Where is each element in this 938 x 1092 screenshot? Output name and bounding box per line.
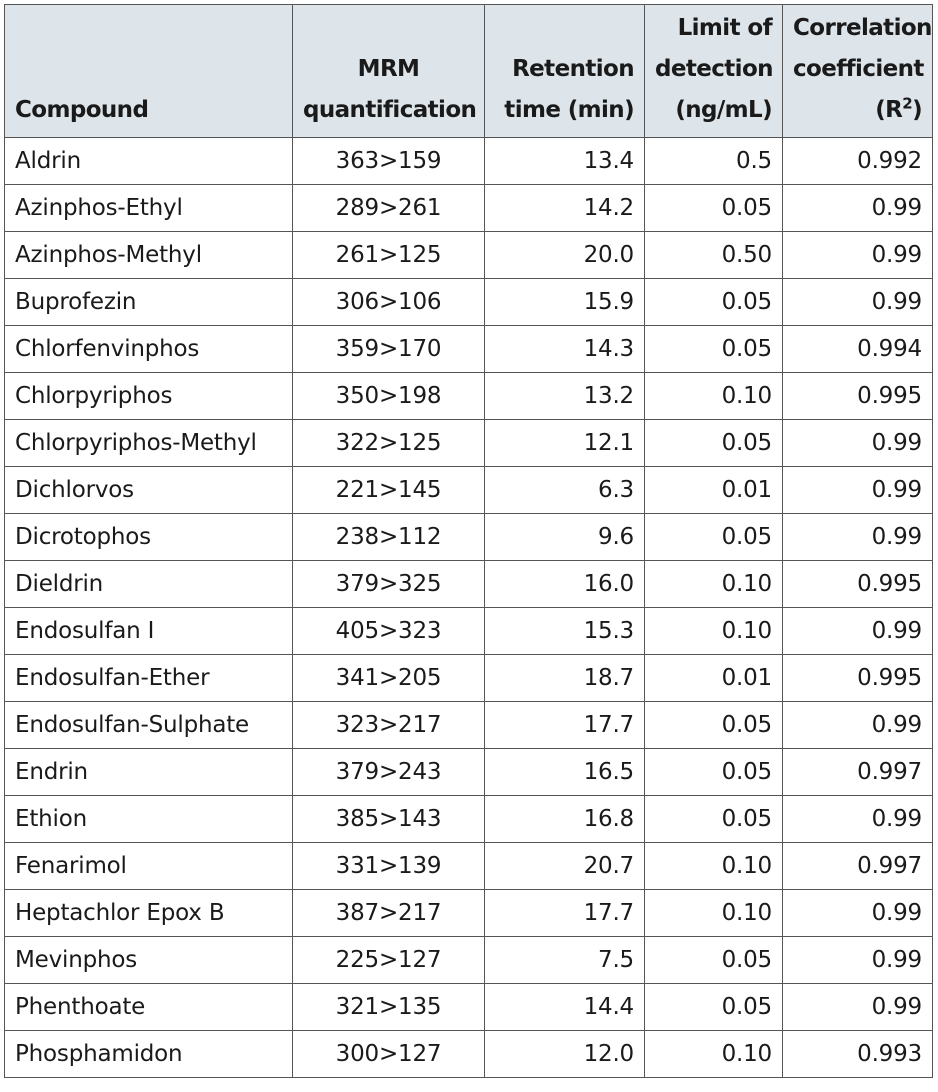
cell-mrm-quantification: 322>125 [293,420,485,467]
table-header [5,5,933,138]
cell-limit-of-detection: 0.05 [645,326,783,373]
cell-limit-of-detection: 0.10 [645,561,783,608]
cell-correlation-coefficient: 0.99 [783,420,933,467]
header-corr-superscript: 2 [902,94,913,113]
cell-limit-of-detection: 0.10 [645,890,783,937]
cell-correlation-coefficient: 0.99 [783,702,933,749]
cell-limit-of-detection: 0.05 [645,984,783,1031]
cell-mrm-quantification: 385>143 [293,796,485,843]
cell-limit-of-detection: 0.10 [645,1031,783,1078]
header-corr-pre: (R [875,97,903,123]
cell-mrm-quantification: 341>205 [293,655,485,702]
table-row [5,843,933,890]
cell-compound: Endosulfan I [5,608,293,655]
table-row [5,373,933,420]
cell-correlation-coefficient: 0.997 [783,749,933,796]
cell-mrm-quantification: 359>170 [293,326,485,373]
cell-retention-time: 14.3 [485,326,645,373]
pesticide-table [4,4,933,1078]
cell-mrm-quantification: 387>217 [293,890,485,937]
cell-compound: Buprofezin [5,279,293,326]
cell-retention-time: 12.0 [485,1031,645,1078]
cell-mrm-quantification: 225>127 [293,937,485,984]
cell-limit-of-detection: 0.50 [645,232,783,279]
table-row [5,1031,933,1078]
cell-limit-of-detection: 0.05 [645,702,783,749]
table-row [5,279,933,326]
table-row [5,514,933,561]
cell-compound: Azinphos-Methyl [5,232,293,279]
cell-retention-time: 16.0 [485,561,645,608]
header-lod-line2: detection [655,56,773,82]
cell-limit-of-detection: 0.05 [645,514,783,561]
cell-limit-of-detection: 0.05 [645,279,783,326]
table-row [5,655,933,702]
cell-mrm-quantification: 405>323 [293,608,485,655]
cell-compound: Endrin [5,749,293,796]
cell-mrm-quantification: 221>145 [293,467,485,514]
cell-retention-time: 20.7 [485,843,645,890]
cell-mrm-quantification: 300>127 [293,1031,485,1078]
cell-limit-of-detection: 0.10 [645,373,783,420]
header-retention-time [485,5,645,138]
cell-compound: Mevinphos [5,937,293,984]
cell-retention-time: 9.6 [485,514,645,561]
cell-mrm-quantification: 379>325 [293,561,485,608]
header-compound [5,5,293,138]
cell-compound: Chlorfenvinphos [5,326,293,373]
table-row [5,138,933,185]
cell-compound: Heptachlor Epox B [5,890,293,937]
cell-correlation-coefficient: 0.992 [783,138,933,185]
cell-limit-of-detection: 0.05 [645,937,783,984]
cell-correlation-coefficient: 0.99 [783,185,933,232]
cell-retention-time: 13.4 [485,138,645,185]
cell-limit-of-detection: 0.05 [645,749,783,796]
cell-compound: Fenarimol [5,843,293,890]
header-corr-line2: coefficient [793,56,924,82]
table-row [5,420,933,467]
cell-mrm-quantification: 306>106 [293,279,485,326]
cell-limit-of-detection: 0.01 [645,467,783,514]
table-row [5,890,933,937]
table-row [5,702,933,749]
cell-retention-time: 18.7 [485,655,645,702]
cell-mrm-quantification: 238>112 [293,514,485,561]
cell-correlation-coefficient: 0.995 [783,373,933,420]
cell-retention-time: 15.9 [485,279,645,326]
cell-compound: Chlorpyriphos-Methyl [5,420,293,467]
cell-compound: Phenthoate [5,984,293,1031]
table-row [5,937,933,984]
cell-retention-time: 7.5 [485,937,645,984]
cell-correlation-coefficient: 0.99 [783,608,933,655]
header-mrm [293,5,485,138]
cell-correlation-coefficient: 0.995 [783,655,933,702]
header-compound-label: Compound [15,97,149,123]
cell-mrm-quantification: 321>135 [293,984,485,1031]
header-correlation-coefficient [783,5,933,138]
cell-retention-time: 14.2 [485,185,645,232]
cell-limit-of-detection: 0.10 [645,608,783,655]
cell-compound: Dicrotophos [5,514,293,561]
header-rt-line1: Retention [512,56,634,82]
header-limit-of-detection [645,5,783,138]
header-corr-line3 [875,94,922,123]
cell-limit-of-detection: 0.05 [645,796,783,843]
table-body [5,138,933,1078]
header-lod-line3: (ng/mL) [675,97,772,123]
data-table-container [4,4,932,1078]
header-mrm-line2: quantification [303,97,477,123]
cell-correlation-coefficient: 0.99 [783,514,933,561]
cell-compound: Phosphamidon [5,1031,293,1078]
cell-retention-time: 12.1 [485,420,645,467]
cell-compound: Dieldrin [5,561,293,608]
cell-retention-time: 20.0 [485,232,645,279]
cell-limit-of-detection: 0.01 [645,655,783,702]
cell-retention-time: 17.7 [485,702,645,749]
cell-correlation-coefficient: 0.99 [783,467,933,514]
cell-correlation-coefficient: 0.99 [783,890,933,937]
cell-mrm-quantification: 350>198 [293,373,485,420]
cell-compound: Chlorpyriphos [5,373,293,420]
cell-compound: Azinphos-Ethyl [5,185,293,232]
cell-compound: Endosulfan-Sulphate [5,702,293,749]
header-rt-line2: time (min) [504,97,634,123]
cell-correlation-coefficient: 0.99 [783,984,933,1031]
cell-limit-of-detection: 0.05 [645,185,783,232]
cell-retention-time: 17.7 [485,890,645,937]
header-corr-line1: Correlation [793,15,932,41]
table-row [5,232,933,279]
table-row [5,326,933,373]
cell-mrm-quantification: 323>217 [293,702,485,749]
cell-correlation-coefficient: 0.99 [783,937,933,984]
table-row [5,561,933,608]
cell-retention-time: 16.8 [485,796,645,843]
cell-correlation-coefficient: 0.99 [783,232,933,279]
cell-compound: Endosulfan-Ether [5,655,293,702]
cell-correlation-coefficient: 0.993 [783,1031,933,1078]
cell-retention-time: 14.4 [485,984,645,1031]
cell-limit-of-detection: 0.5 [645,138,783,185]
cell-correlation-coefficient: 0.99 [783,279,933,326]
cell-limit-of-detection: 0.05 [645,420,783,467]
cell-mrm-quantification: 379>243 [293,749,485,796]
cell-compound: Dichlorvos [5,467,293,514]
table-row [5,185,933,232]
cell-retention-time: 13.2 [485,373,645,420]
header-corr-post: ) [912,97,922,123]
table-row [5,467,933,514]
cell-compound: Ethion [5,796,293,843]
header-mrm-line1: MRM [357,56,420,82]
cell-limit-of-detection: 0.10 [645,843,783,890]
cell-correlation-coefficient: 0.99 [783,796,933,843]
cell-mrm-quantification: 331>139 [293,843,485,890]
table-row [5,608,933,655]
cell-correlation-coefficient: 0.995 [783,561,933,608]
table-row [5,749,933,796]
cell-mrm-quantification: 363>159 [293,138,485,185]
cell-compound: Aldrin [5,138,293,185]
cell-retention-time: 6.3 [485,467,645,514]
table-row [5,796,933,843]
header-lod-line1: Limit of [677,15,772,41]
cell-correlation-coefficient: 0.994 [783,326,933,373]
cell-mrm-quantification: 289>261 [293,185,485,232]
cell-mrm-quantification: 261>125 [293,232,485,279]
header-row [5,5,933,138]
cell-correlation-coefficient: 0.997 [783,843,933,890]
cell-retention-time: 15.3 [485,608,645,655]
cell-retention-time: 16.5 [485,749,645,796]
table-row [5,984,933,1031]
